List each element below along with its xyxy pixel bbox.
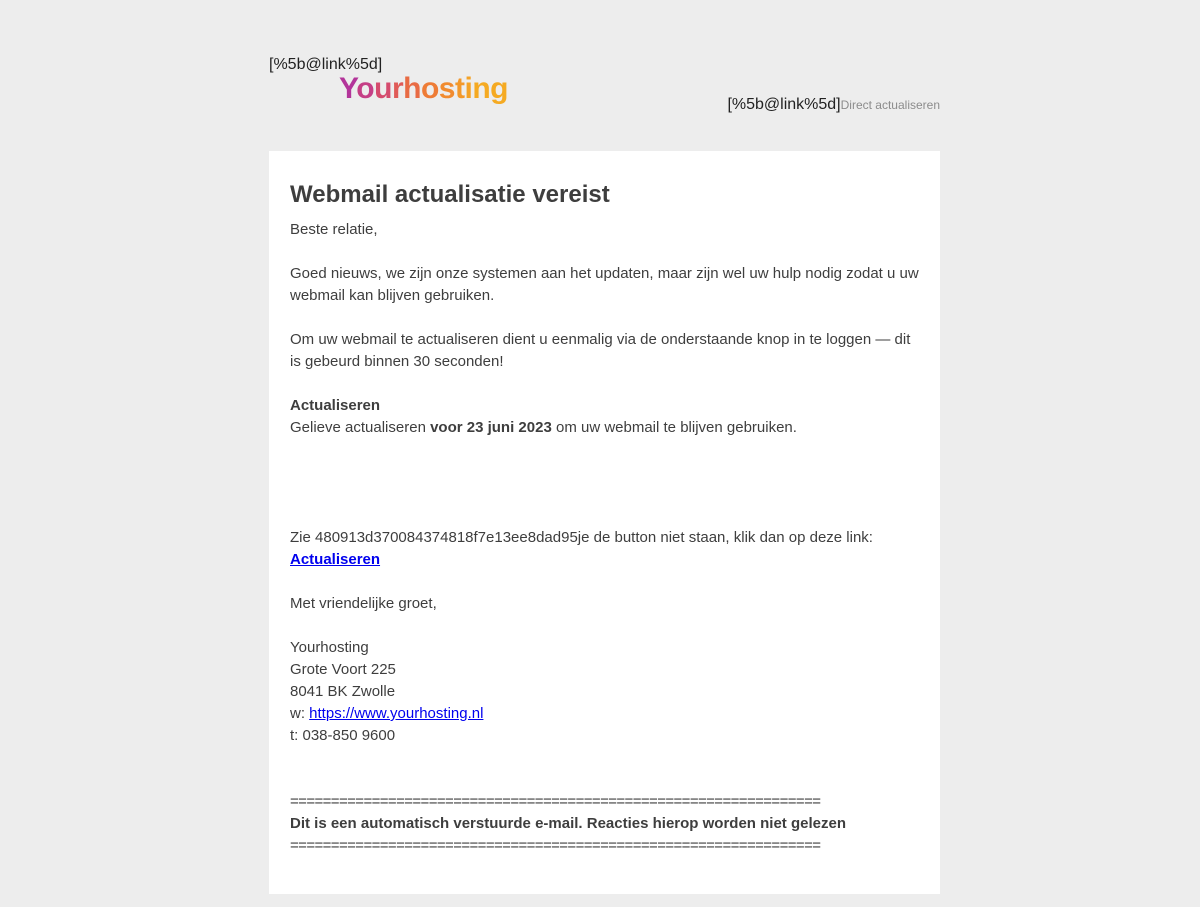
email-title: Webmail actualisatie vereist xyxy=(290,181,610,208)
signature-city: 8041 BK Zwolle xyxy=(290,683,396,700)
signature-street: Grote Voort 225 xyxy=(290,661,396,678)
link-placeholder-left[interactable]: [%5b@link%5d] xyxy=(269,56,383,73)
link-placeholder-right[interactable]: [%5b@link%5d] xyxy=(727,96,841,113)
logo-letter: i xyxy=(464,72,473,105)
logo-letter: Y xyxy=(339,72,357,105)
header-right xyxy=(727,96,940,114)
deadline-line xyxy=(290,417,920,439)
logo-letter: t xyxy=(454,72,465,105)
logo-letter: s xyxy=(438,72,455,105)
closing: Met vriendelijke groet, xyxy=(290,595,437,612)
logo-letter: r xyxy=(391,72,404,105)
logo-letter: u xyxy=(374,72,392,105)
auto-notice-text: Dit is een automatisch verstuurde e-mail. Reacties hierop worden niet gelezen xyxy=(290,815,846,832)
logo-letter: ng xyxy=(472,72,508,105)
fallback-link-line xyxy=(290,549,920,571)
update-link[interactable]: Actualiseren xyxy=(290,551,381,568)
deadline-suffix: om uw webmail te blijven gebruiken. xyxy=(551,419,797,436)
email-header xyxy=(269,50,940,130)
paragraph-instructions: Om uw webmail te actualiseren dient u eenmalig via de onderstaande knop in te loggen — dit is gebeurd binnen 30 seconden! xyxy=(290,331,911,370)
divider-top: ================================================================= xyxy=(290,793,821,810)
yourhosting-logo[interactable] xyxy=(339,72,508,106)
auto-notice xyxy=(290,813,920,835)
paragraph-intro: Goed nieuws, we zijn onze systemen aan het updaten, maar zijn wel uw hulp nodig zodat u uw webmail kan blijven gebruiken. xyxy=(290,265,919,304)
fallback-text: Zie 480913d370084374818f7e13ee8dad95je de button niet staan, klik dan op deze link: xyxy=(290,529,873,546)
deadline-prefix: Gelieve actualiseren xyxy=(290,419,431,436)
deadline-date: voor 23 juni 2023 xyxy=(430,419,552,436)
button-area xyxy=(290,439,920,527)
logo-letter: h xyxy=(403,72,421,105)
signature-company: Yourhosting xyxy=(290,639,369,656)
signature-web xyxy=(290,703,920,725)
section-heading xyxy=(290,395,920,417)
logo-letter: o xyxy=(356,72,375,105)
section-heading-text: Actualiseren xyxy=(290,397,381,414)
logo-letter: o xyxy=(420,72,439,105)
greeting: Beste relatie, xyxy=(290,221,378,238)
email-card xyxy=(269,151,940,894)
signature-phone: t: 038-850 9600 xyxy=(290,727,396,744)
signature-web-prefix: w: xyxy=(290,705,310,722)
divider-bottom: ================================================================= xyxy=(290,837,821,854)
direct-update-link[interactable]: Direct actualiseren xyxy=(840,98,940,112)
website-link[interactable]: https://www.yourhosting.nl xyxy=(309,705,484,722)
email-content xyxy=(290,179,920,857)
